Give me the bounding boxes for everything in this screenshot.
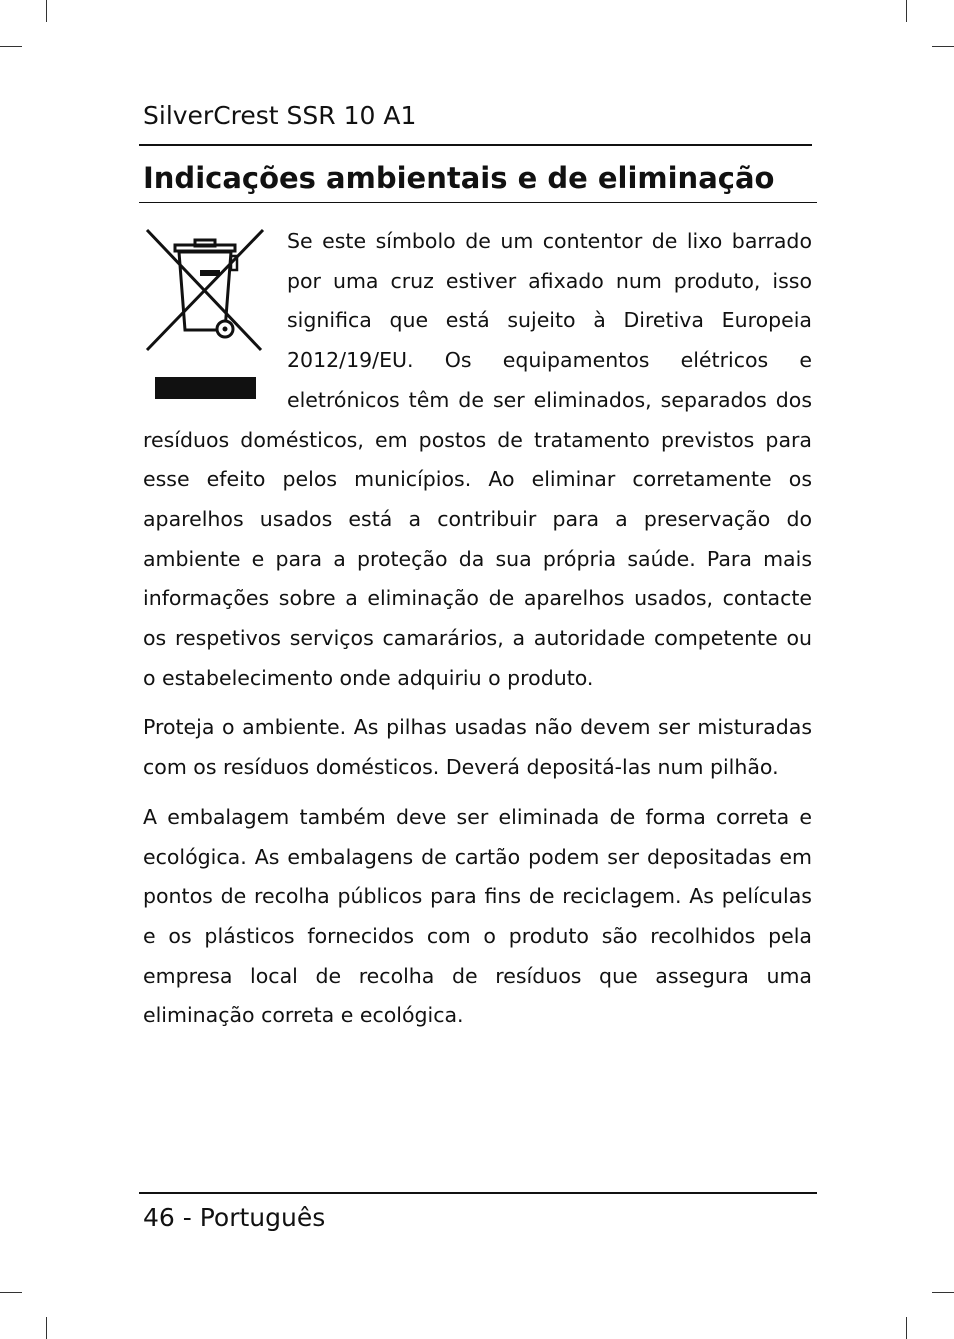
paragraph-batteries: Proteja o ambiente. As pilhas usadas não devem ser misturadas com os resíduos domésticos. Deverá depositá-las num pilhão. [143,715,812,780]
symbol-wrap-space [143,222,287,420]
page-number: 46 - Português [143,1203,326,1232]
crop-mark [0,1292,22,1293]
paragraph-packaging: A embalagem também deve ser eliminada de forma correta e ecológica. As embalagens de cartão podem ser depositadas em pontos de recolha públicos para fins de reciclagem. As películas e os plásticos fornecidos com o produto são recolhidos pela empresa local de recolha de resíduos que assegura uma eliminação correta e ecológica. [143,804,812,1028]
footer-divider [139,1192,817,1194]
title-divider [139,202,817,203]
page-header-product: SilverCrest SSR 10 A1 [143,101,417,130]
crop-mark [932,1292,954,1293]
crop-mark [46,0,47,22]
section-title: Indicações ambientais e de eliminação [143,161,775,195]
crop-mark [906,1317,907,1339]
crop-mark [46,1317,47,1339]
crop-mark [932,46,954,47]
paragraph-weee-directive: Se este símbolo de um contentor de lixo barrado por uma cruz estiver afixado num produto, isso significa que está sujeito à Diretiva Europeia 2012/19/EU. Os equipamentos elétricos e eletrónicos têm de ser eliminados, separados dos resíduos domésticos, em postos de tratamento previstos para esse efeito pelos municípios. Ao eliminar corretamente os aparelhos usados está a contribuir para a preservação do ambiente e para a proteção da sua própria saúde. Para mais informações sobre a eliminação de aparelhos usados, contacte os respetivos serviços camarários, a autoridade competente ou o estabelecimento onde adquiriu o produto. [143,229,812,690]
section-body [143,222,812,1036]
crop-mark [906,0,907,22]
crop-mark [0,46,22,47]
header-divider [139,144,812,146]
